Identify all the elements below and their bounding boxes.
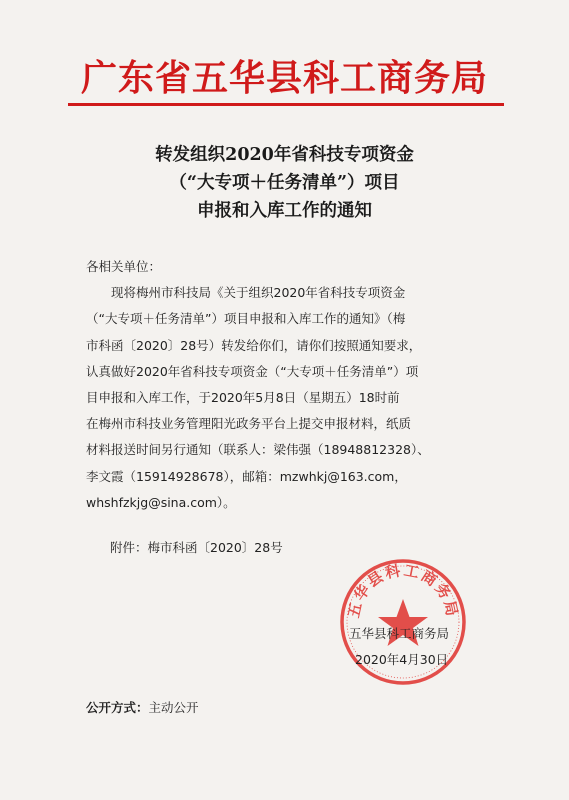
issue-date: 2020年4月30日 bbox=[355, 652, 449, 667]
title-line-3: 申报和入库工作的通知 bbox=[197, 201, 372, 221]
body-line: 在梅州市科技业务管理阳光政务平台上提交申报材料，纸质 bbox=[86, 416, 412, 432]
body-line: 目申报和入库工作，于2020年5月8日（星期五）18时前 bbox=[86, 389, 400, 405]
document-title bbox=[0, 141, 569, 225]
title-line-2: （“大专项＋任务清单”）项目 bbox=[169, 173, 400, 193]
body-line: whshfzkjg@sina.com）。 bbox=[86, 494, 236, 510]
disclosure-line bbox=[86, 698, 199, 716]
disclosure-label: 公开方式： bbox=[86, 700, 149, 715]
body-line: 李文霞（15914928678），邮箱：mzwhkj@163.com， bbox=[86, 468, 407, 484]
body-line: 现将梅州市科技局《关于组织2020年省科技专项资金 bbox=[111, 285, 406, 301]
issuer-name: 五华县科工商务局 bbox=[349, 626, 450, 641]
disclosure-value: 主动公开 bbox=[148, 700, 199, 715]
body-line: 材料报送时间另行通知（联系人：梁伟强（18948812328）、 bbox=[86, 442, 430, 458]
body-line: （“大专项＋任务清单”）项目申报和入库工作的通知》（梅 bbox=[86, 311, 406, 327]
salutation: 各相关单位： bbox=[86, 259, 162, 274]
header-divider bbox=[68, 103, 504, 106]
title-line-1: 转发组织2020年省科技专项资金 bbox=[155, 145, 414, 165]
svg-text:五华县科工商务局: 五华县科工商务局 bbox=[344, 561, 462, 620]
body-line: 市科函〔2020〕28号）转发给你们，请你们按照通知要求， bbox=[86, 337, 422, 353]
body-line: 认真做好2020年省科技专项资金（“大专项＋任务清单”）项 bbox=[86, 363, 419, 379]
organization-header: 广东省五华县科工商务局 bbox=[80, 57, 488, 99]
attachment-note: 附件：梅市科函〔2020〕28号 bbox=[110, 540, 283, 555]
document-body bbox=[86, 254, 506, 516]
issuer-block bbox=[349, 621, 449, 673]
